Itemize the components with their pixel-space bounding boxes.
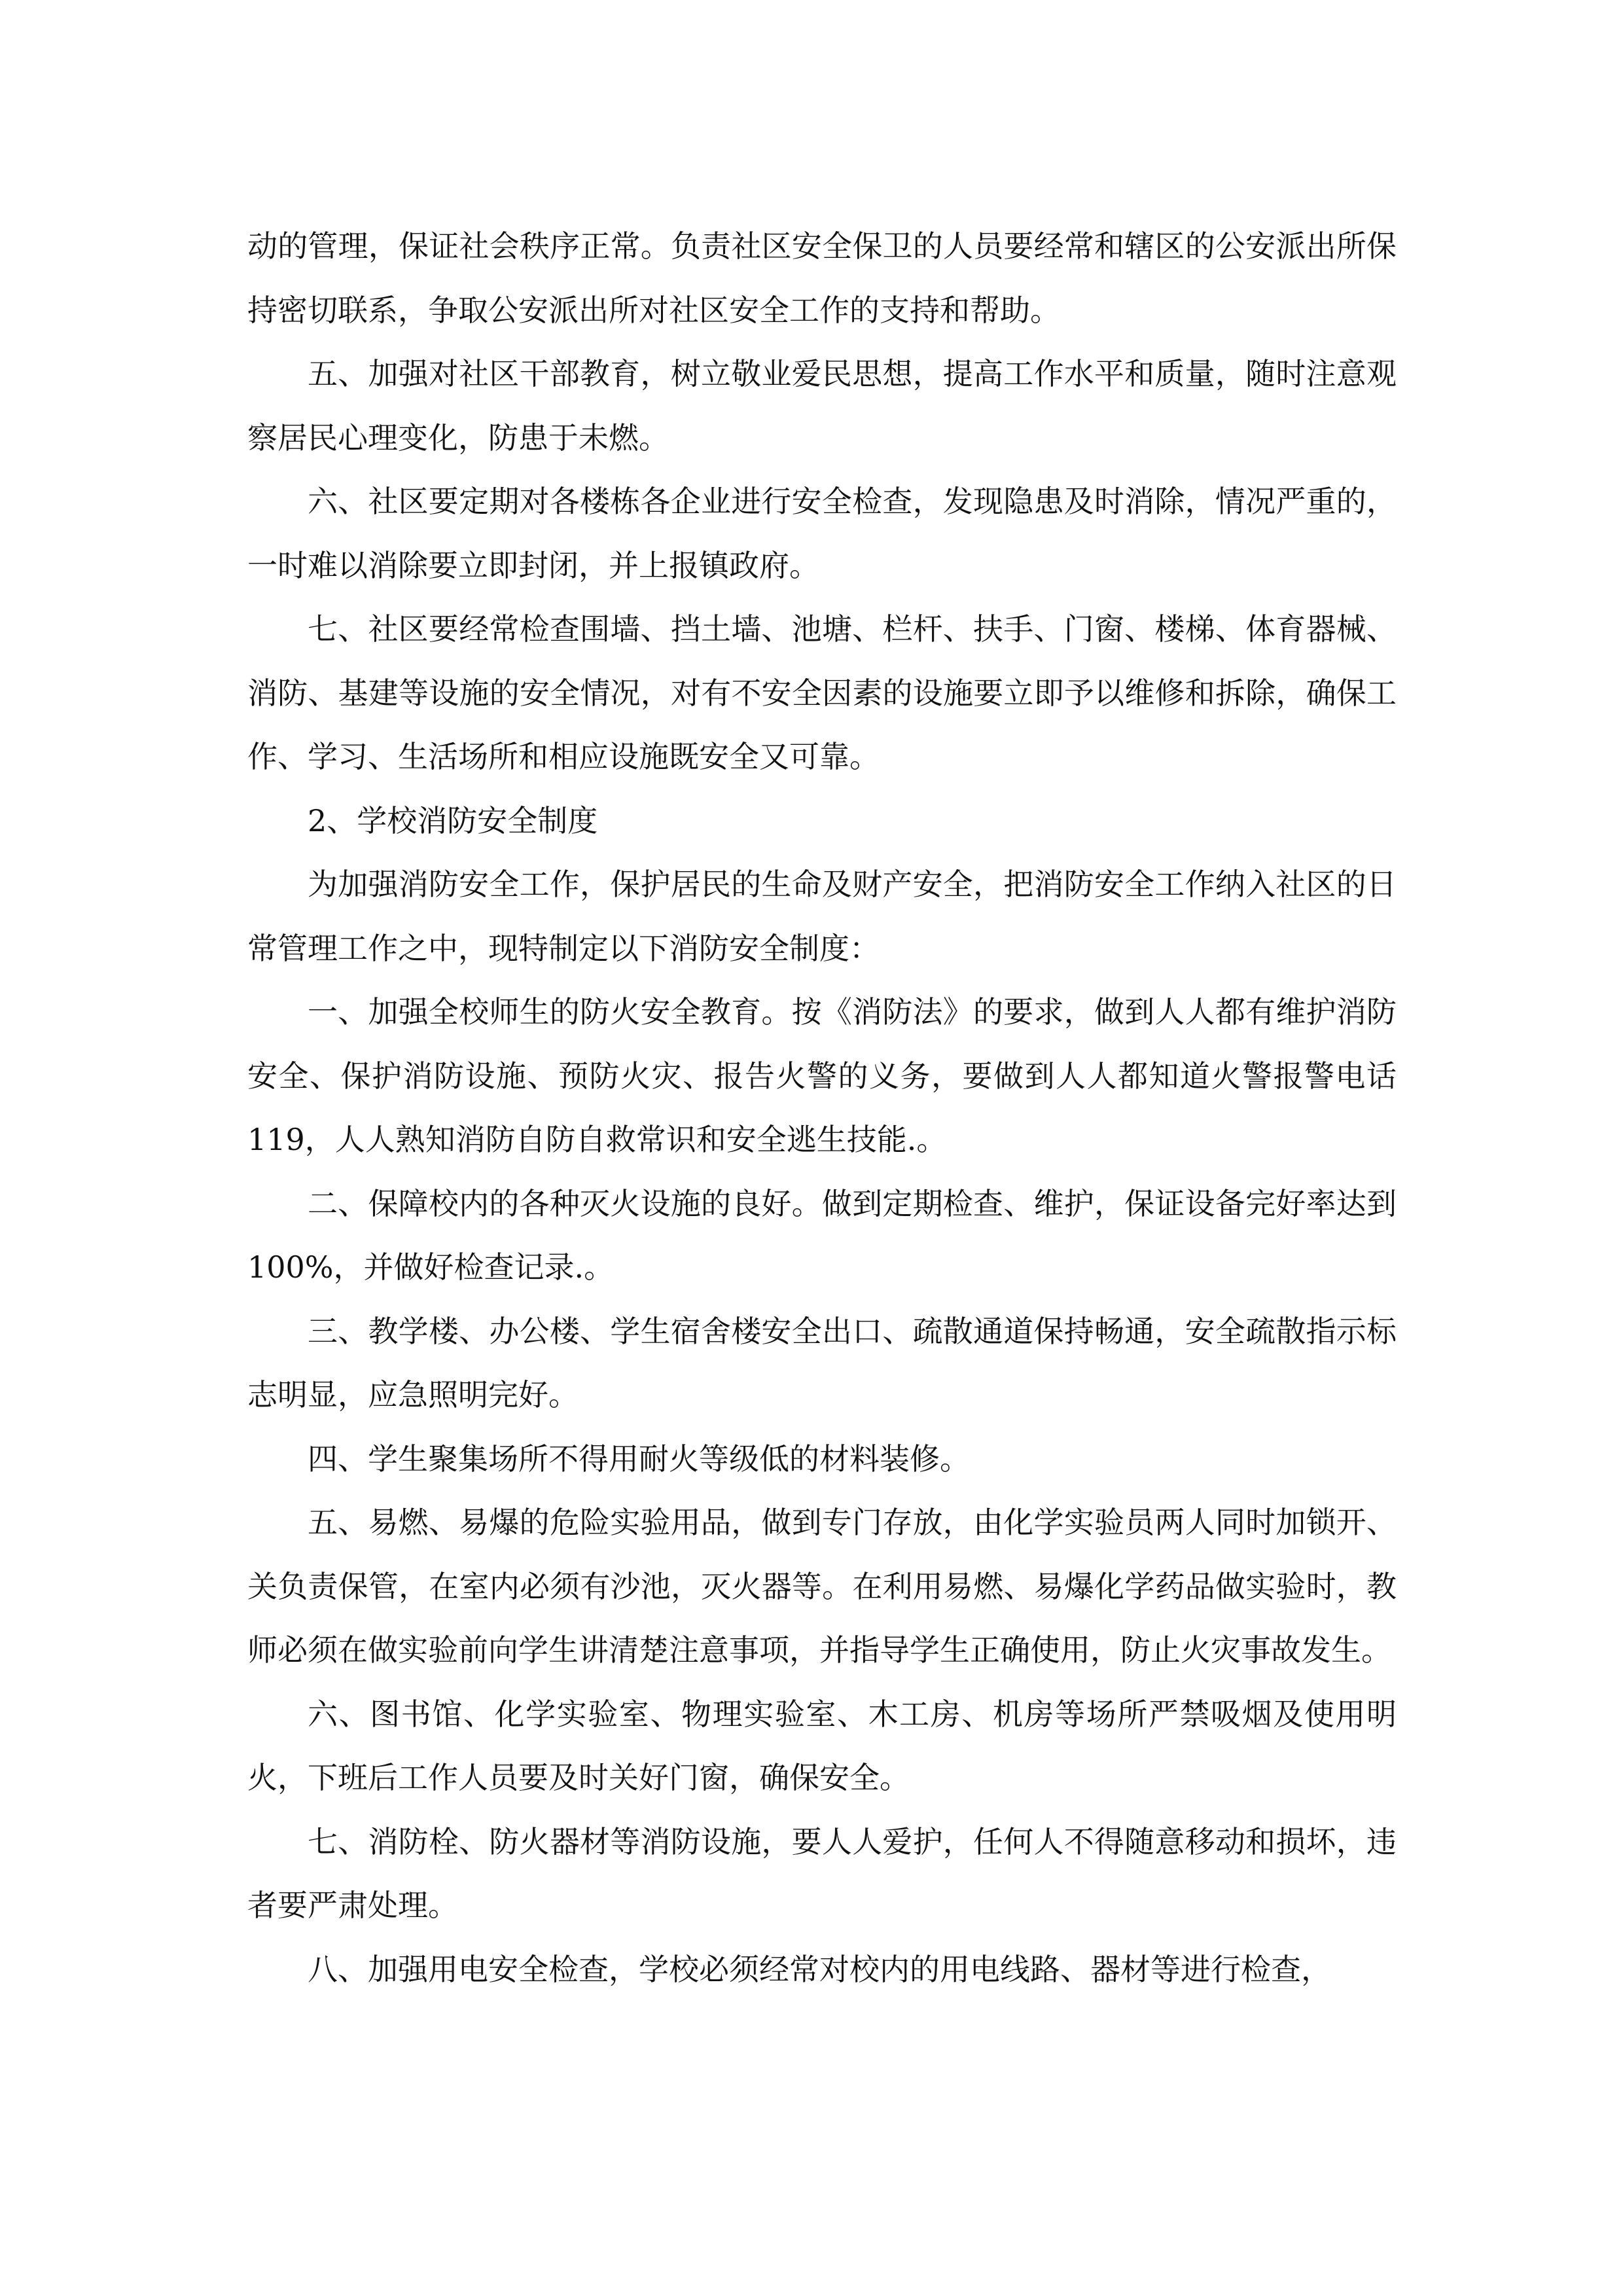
paragraph-rule-2: 二、保障校内的各种灭火设施的良好。做到定期检查、维护，保证设备完好率达到100%，并做好检查记录.。	[247, 1185, 1397, 1285]
paragraph-rule-8: 八、加强用电安全检查，学校必须经常对校内的用电线路、器材等进行检查，	[308, 1951, 1331, 1987]
paragraph-rule-6: 六、图书馆、化学实验室、物理实验室、木工房、机房等场所严禁吸烟及使用明火，下班后工作人员要及时关好门窗，确保安全。	[247, 1696, 1397, 1795]
paragraph-item-5: 五、加强对社区干部教育，树立敬业爱民思想，提高工作水平和质量，随时注意观察居民心理变化，防患于未燃。	[247, 356, 1397, 456]
paragraph-item-7: 七、社区要经常检查围墙、挡土墙、池塘、栏杆、扶手、门窗、楼梯、体育器械、消防、基建等设施的安全情况，对有不安全因素的设施要立即予以维修和拆除，确保工作、学习、生活场所和相应设施既安全又可靠。	[247, 611, 1397, 774]
section-heading: 2、学校消防安全制度	[308, 802, 598, 838]
paragraph-rule-1: 一、加强全校师生的防火安全教育。按《消防法》的要求，做到人人都有维护消防安全、保护消防设施、预防火灾、报告火警的义务，要做到人人都知道火警报警电话119，人人熟知消防自防自救常识和安全逃生技能.。	[247, 994, 1397, 1157]
document-body	[247, 215, 1397, 2001]
paragraph-item-6: 六、社区要定期对各楼栋各企业进行安全检查，发现隐患及时消除，情况严重的，一时难以消除要立即封闭，并上报镇政府。	[247, 484, 1397, 583]
paragraph-rule-5: 五、易燃、易爆的危险实验用品，做到专门存放，由化学实验员两人同时加锁开、关负责保管，在室内必须有沙池，灭火器等。在利用易燃、易爆化学药品做实验时，教师必须在做实验前向学生讲清楚注意事项，并指导学生正确使用，防止火灾事故发生。	[247, 1505, 1397, 1668]
paragraph-continued: 动的管理，保证社会秩序正常。负责社区安全保卫的人员要经常和辖区的公安派出所保持密切联系，争取公安派出所对社区安全工作的支持和帮助。	[247, 228, 1397, 328]
paragraph-rule-3: 三、教学楼、办公楼、学生宿舍楼安全出口、疏散通道保持畅通，安全疏散指示标志明显，应急照明完好。	[247, 1313, 1397, 1412]
paragraph-rule-7: 七、消防栓、防火器材等消防设施，要人人爱护，任何人不得随意移动和损坏，违者要严肃处理。	[247, 1823, 1397, 1923]
paragraph-rule-4: 四、学生聚集场所不得用耐火等级低的材料装修。	[308, 1441, 970, 1477]
paragraph-intro: 为加强消防安全工作，保护居民的生命及财产安全，把消防安全工作纳入社区的日常管理工作之中，现特制定以下消防安全制度：	[247, 867, 1397, 966]
